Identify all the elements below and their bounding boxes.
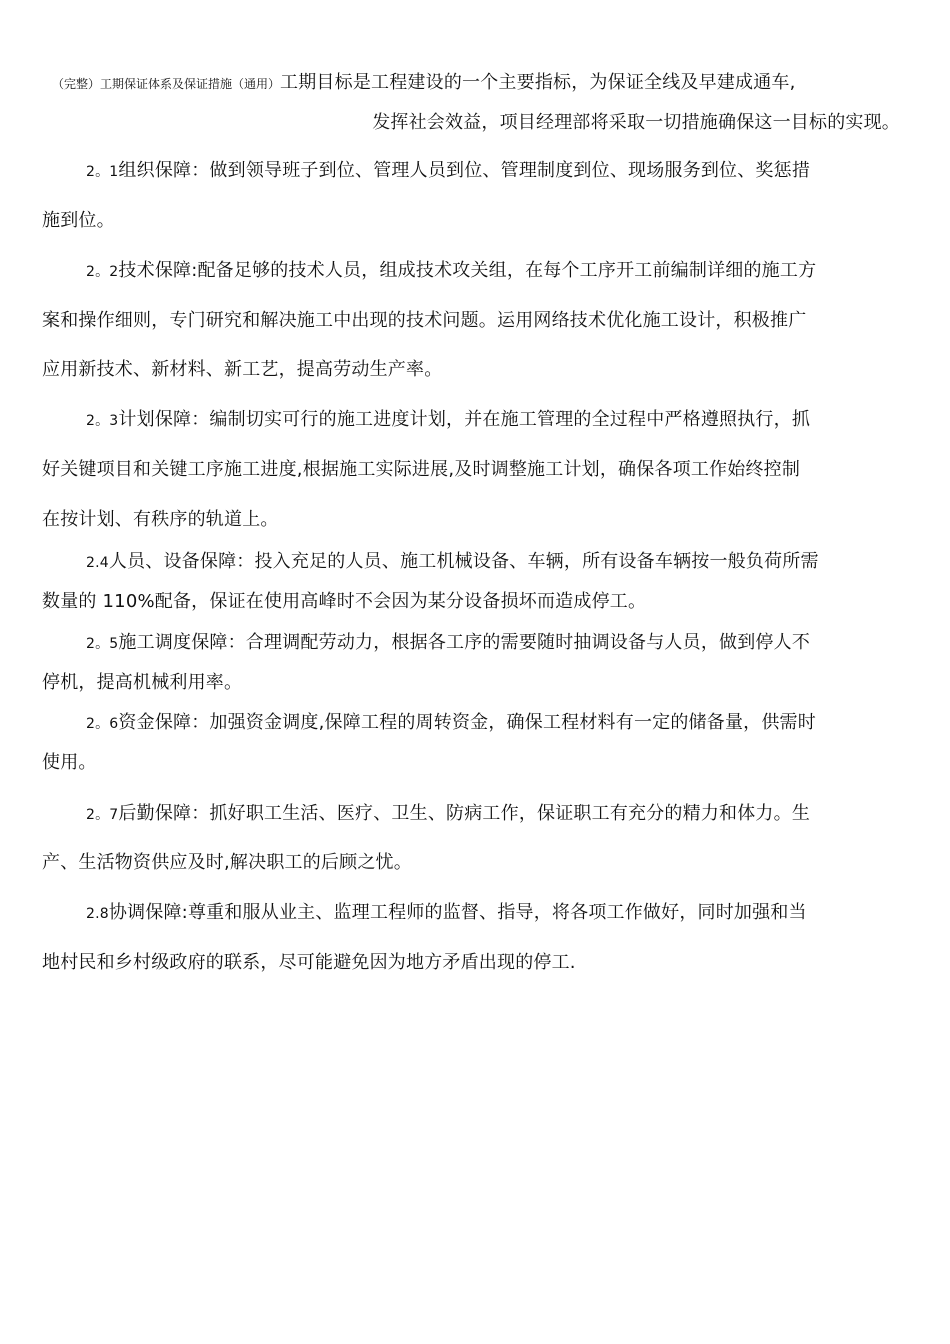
section-2-2-line-1 xyxy=(86,260,816,283)
header-line xyxy=(52,72,796,95)
section-2-2-line-3: 应用新技术、新材料、新工艺，提高劳动生产率。 xyxy=(42,359,443,380)
section-text: 资金保障：加强资金调度,保障工程的周转资金，确保工程材料有一定的储备量，供需时 xyxy=(118,712,816,733)
section-number: 2。5 xyxy=(86,636,119,652)
section-2-5-line-1 xyxy=(86,632,810,655)
section-2-5-line-2: 停机，提高机械利用率。 xyxy=(42,672,243,693)
section-number: 2。2 xyxy=(86,264,119,280)
intro-text-line-2: 发挥社会效益，项目经理部将采取一切措施确保这一目标的实现。 xyxy=(372,112,900,133)
section-2-2-line-2: 案和操作细则，专门研究和解决施工中出现的技术问题。运用网络技术优化施工设计，积极推广 xyxy=(42,310,807,331)
section-text: 技术保障:配备足够的技术人员，组成技术攻关组，在每个工序开工前编制详细的施工方 xyxy=(118,260,817,281)
section-2-7-line-2: 产、生活物资供应及时,解决职工的后顾之忧。 xyxy=(42,852,412,873)
section-2-3-line-1 xyxy=(86,409,810,432)
section-2-6-line-2: 使用。 xyxy=(42,752,97,773)
section-2-3-line-3: 在按计划、有秩序的轨道上。 xyxy=(42,509,279,530)
section-2-7-line-1 xyxy=(86,803,810,826)
section-text: 协调保障:尊重和服从业主、监理工程师的监督、指导，将各项工作做好，同时加强和当 xyxy=(108,902,807,923)
section-number: 2。1 xyxy=(86,164,119,180)
section-number: 2.4 xyxy=(86,555,109,571)
section-2-6-line-1 xyxy=(86,712,816,735)
document-title: （完整）工期保证体系及保证措施（通用） xyxy=(52,77,281,91)
section-text: 施工调度保障：合理调配劳动力，根据各工序的需要随时抽调设备与人员，做到停人不 xyxy=(118,632,811,653)
section-2-4-line-1 xyxy=(86,551,819,574)
section-2-3-line-2: 好关键项目和关键工序施工进度,根据施工实际进展,及时调整施工计划，确保各项工作始终控制 xyxy=(42,459,801,480)
section-2-1-line-1 xyxy=(86,160,810,183)
section-number: 2。7 xyxy=(86,807,119,823)
section-2-1-line-2: 施到位。 xyxy=(42,210,115,231)
section-text: 人员、设备保障：投入充足的人员、施工机械设备、车辆，所有设备车辆按一般负荷所需 xyxy=(108,551,819,572)
section-number: 2。6 xyxy=(86,716,119,732)
section-number: 2.8 xyxy=(86,906,109,922)
section-2-8-line-2: 地村民和乡村级政府的联系，尽可能避免因为地方矛盾出现的停工. xyxy=(42,952,576,973)
section-2-4-line-2: 数量的 110%配备，保证在使用高峰时不会因为某分设备损坏而造成停工。 xyxy=(42,591,647,612)
section-text: 组织保障：做到领导班子到位、管理人员到位、管理制度到位、现场服务到位、奖惩措 xyxy=(118,160,811,181)
section-text: 后勤保障：抓好职工生活、医疗、卫生、防病工作，保证职工有充分的精力和体力。生 xyxy=(118,803,811,824)
section-text: 计划保障：编制切实可行的施工进度计划，并在施工管理的全过程中严格遵照执行，抓 xyxy=(118,409,811,430)
section-2-8-line-1 xyxy=(86,902,807,925)
intro-text-line-1: 工期目标是工程建设的一个主要指标，为保证全线及早建成通车, xyxy=(280,72,796,93)
section-number: 2。3 xyxy=(86,413,119,429)
